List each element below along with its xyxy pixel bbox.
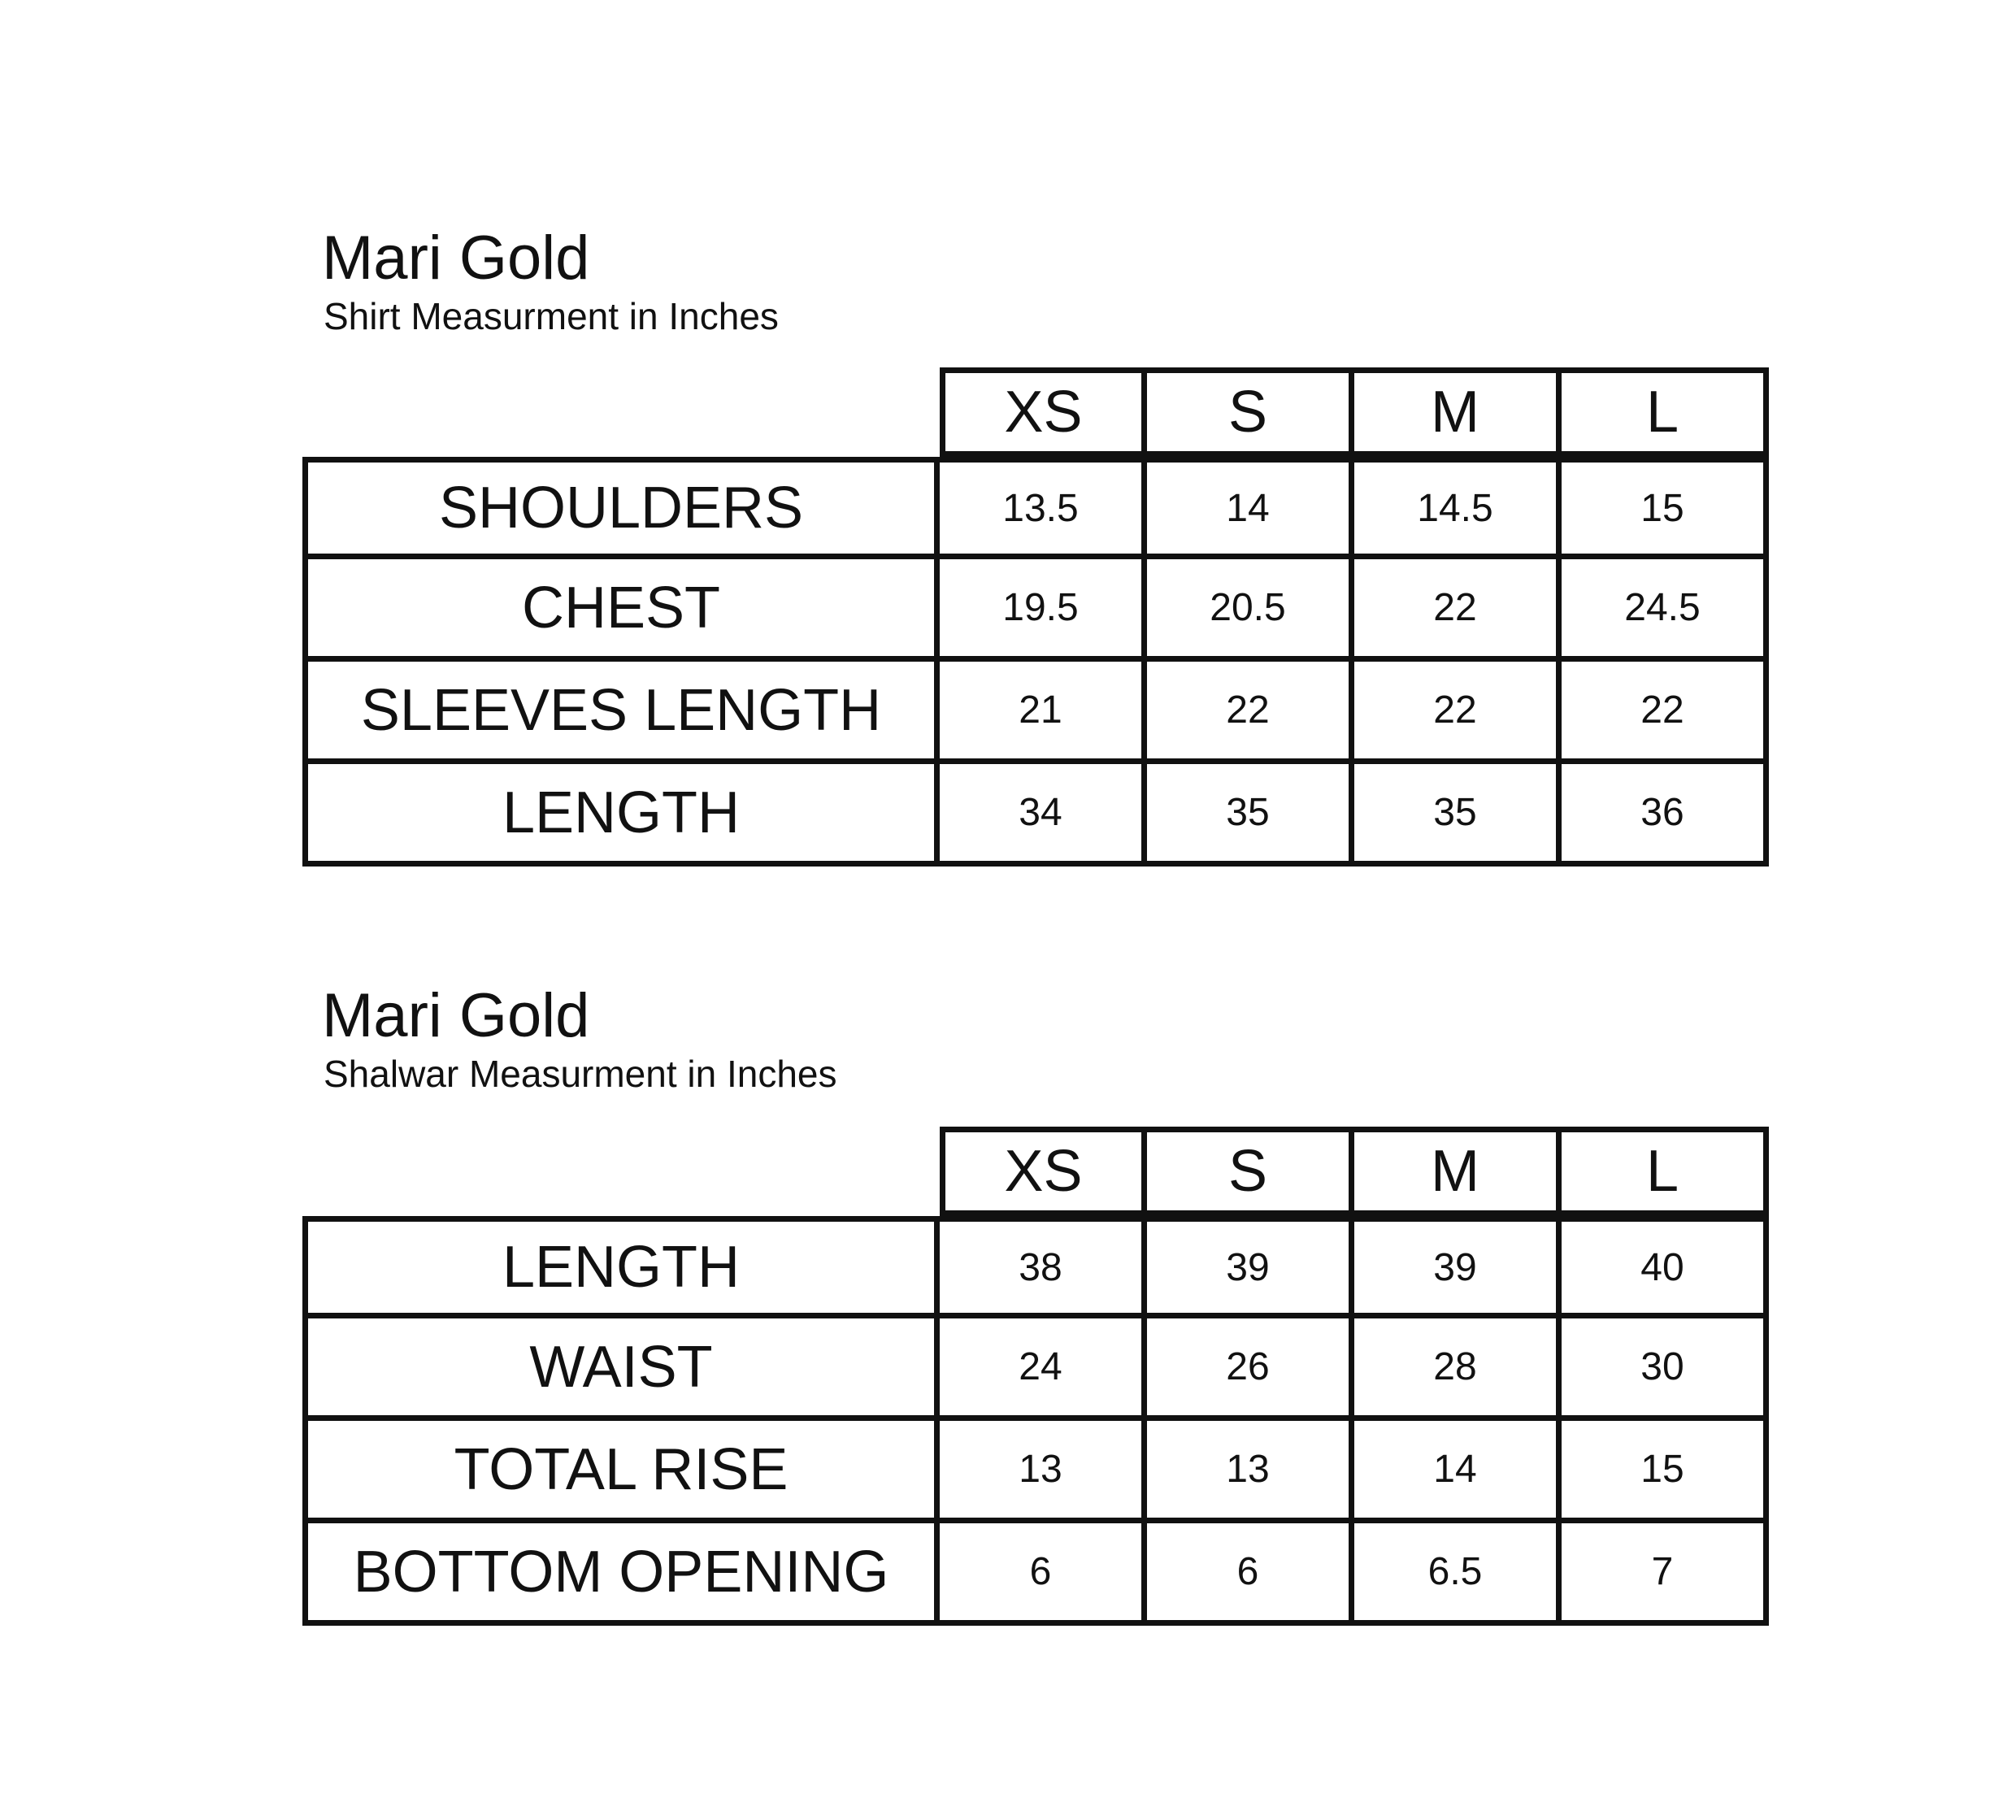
row-label-bottom-opening: BOTTOM OPENING — [302, 1523, 940, 1626]
brand-title: Mari Gold — [322, 224, 590, 293]
table-cell: 13 — [1147, 1421, 1354, 1523]
size-header-xs: XS — [940, 1127, 1147, 1216]
row-label-shoulders: SHOULDERS — [302, 457, 940, 559]
table-cell: 20.5 — [1147, 559, 1354, 662]
corner-cell — [302, 1127, 940, 1216]
table-cell: 14.5 — [1354, 457, 1562, 559]
brand-title: Mari Gold — [322, 981, 590, 1050]
table-cell: 15 — [1562, 1421, 1769, 1523]
table-cell: 22 — [1354, 559, 1562, 662]
table-subtitle: Shirt Measurment in Inches — [324, 295, 779, 337]
table-subtitle: Shalwar Measurment in Inches — [324, 1053, 837, 1095]
table-cell: 6.5 — [1354, 1523, 1562, 1626]
size-header-s: S — [1147, 367, 1354, 457]
size-header-l: L — [1562, 367, 1769, 457]
shirt-size-table — [302, 367, 1769, 867]
table-cell: 30 — [1562, 1318, 1769, 1421]
table-cell: 6 — [1147, 1523, 1354, 1626]
size-header-s: S — [1147, 1127, 1354, 1216]
table-cell: 36 — [1562, 764, 1769, 867]
corner-cell — [302, 367, 940, 457]
size-header-m: M — [1354, 1127, 1562, 1216]
table-cell: 14 — [1147, 457, 1354, 559]
table-cell: 19.5 — [940, 559, 1147, 662]
table-cell: 22 — [1354, 662, 1562, 764]
shalwar-size-table — [302, 1127, 1769, 1626]
table-cell: 39 — [1147, 1216, 1354, 1318]
table-cell: 7 — [1562, 1523, 1769, 1626]
size-header-m: M — [1354, 367, 1562, 457]
table-cell: 15 — [1562, 457, 1769, 559]
table-cell: 39 — [1354, 1216, 1562, 1318]
table-cell: 34 — [940, 764, 1147, 867]
table-cell: 21 — [940, 662, 1147, 764]
table-cell: 13 — [940, 1421, 1147, 1523]
table-cell: 13.5 — [940, 457, 1147, 559]
table-cell: 40 — [1562, 1216, 1769, 1318]
row-label-length: LENGTH — [302, 764, 940, 867]
table-cell: 35 — [1147, 764, 1354, 867]
table-cell: 22 — [1147, 662, 1354, 764]
table-cell: 26 — [1147, 1318, 1354, 1421]
size-header-l: L — [1562, 1127, 1769, 1216]
row-label-sleeves-length: SLEEVES LENGTH — [302, 662, 940, 764]
size-header-xs: XS — [940, 367, 1147, 457]
row-label-length: LENGTH — [302, 1216, 940, 1318]
table-cell: 28 — [1354, 1318, 1562, 1421]
table-cell: 35 — [1354, 764, 1562, 867]
table-cell: 6 — [940, 1523, 1147, 1626]
table-cell: 24.5 — [1562, 559, 1769, 662]
table-cell: 22 — [1562, 662, 1769, 764]
table-cell: 14 — [1354, 1421, 1562, 1523]
row-label-waist: WAIST — [302, 1318, 940, 1421]
table-cell: 24 — [940, 1318, 1147, 1421]
row-label-chest: CHEST — [302, 559, 940, 662]
table-cell: 38 — [940, 1216, 1147, 1318]
row-label-total-rise: TOTAL RISE — [302, 1421, 940, 1523]
